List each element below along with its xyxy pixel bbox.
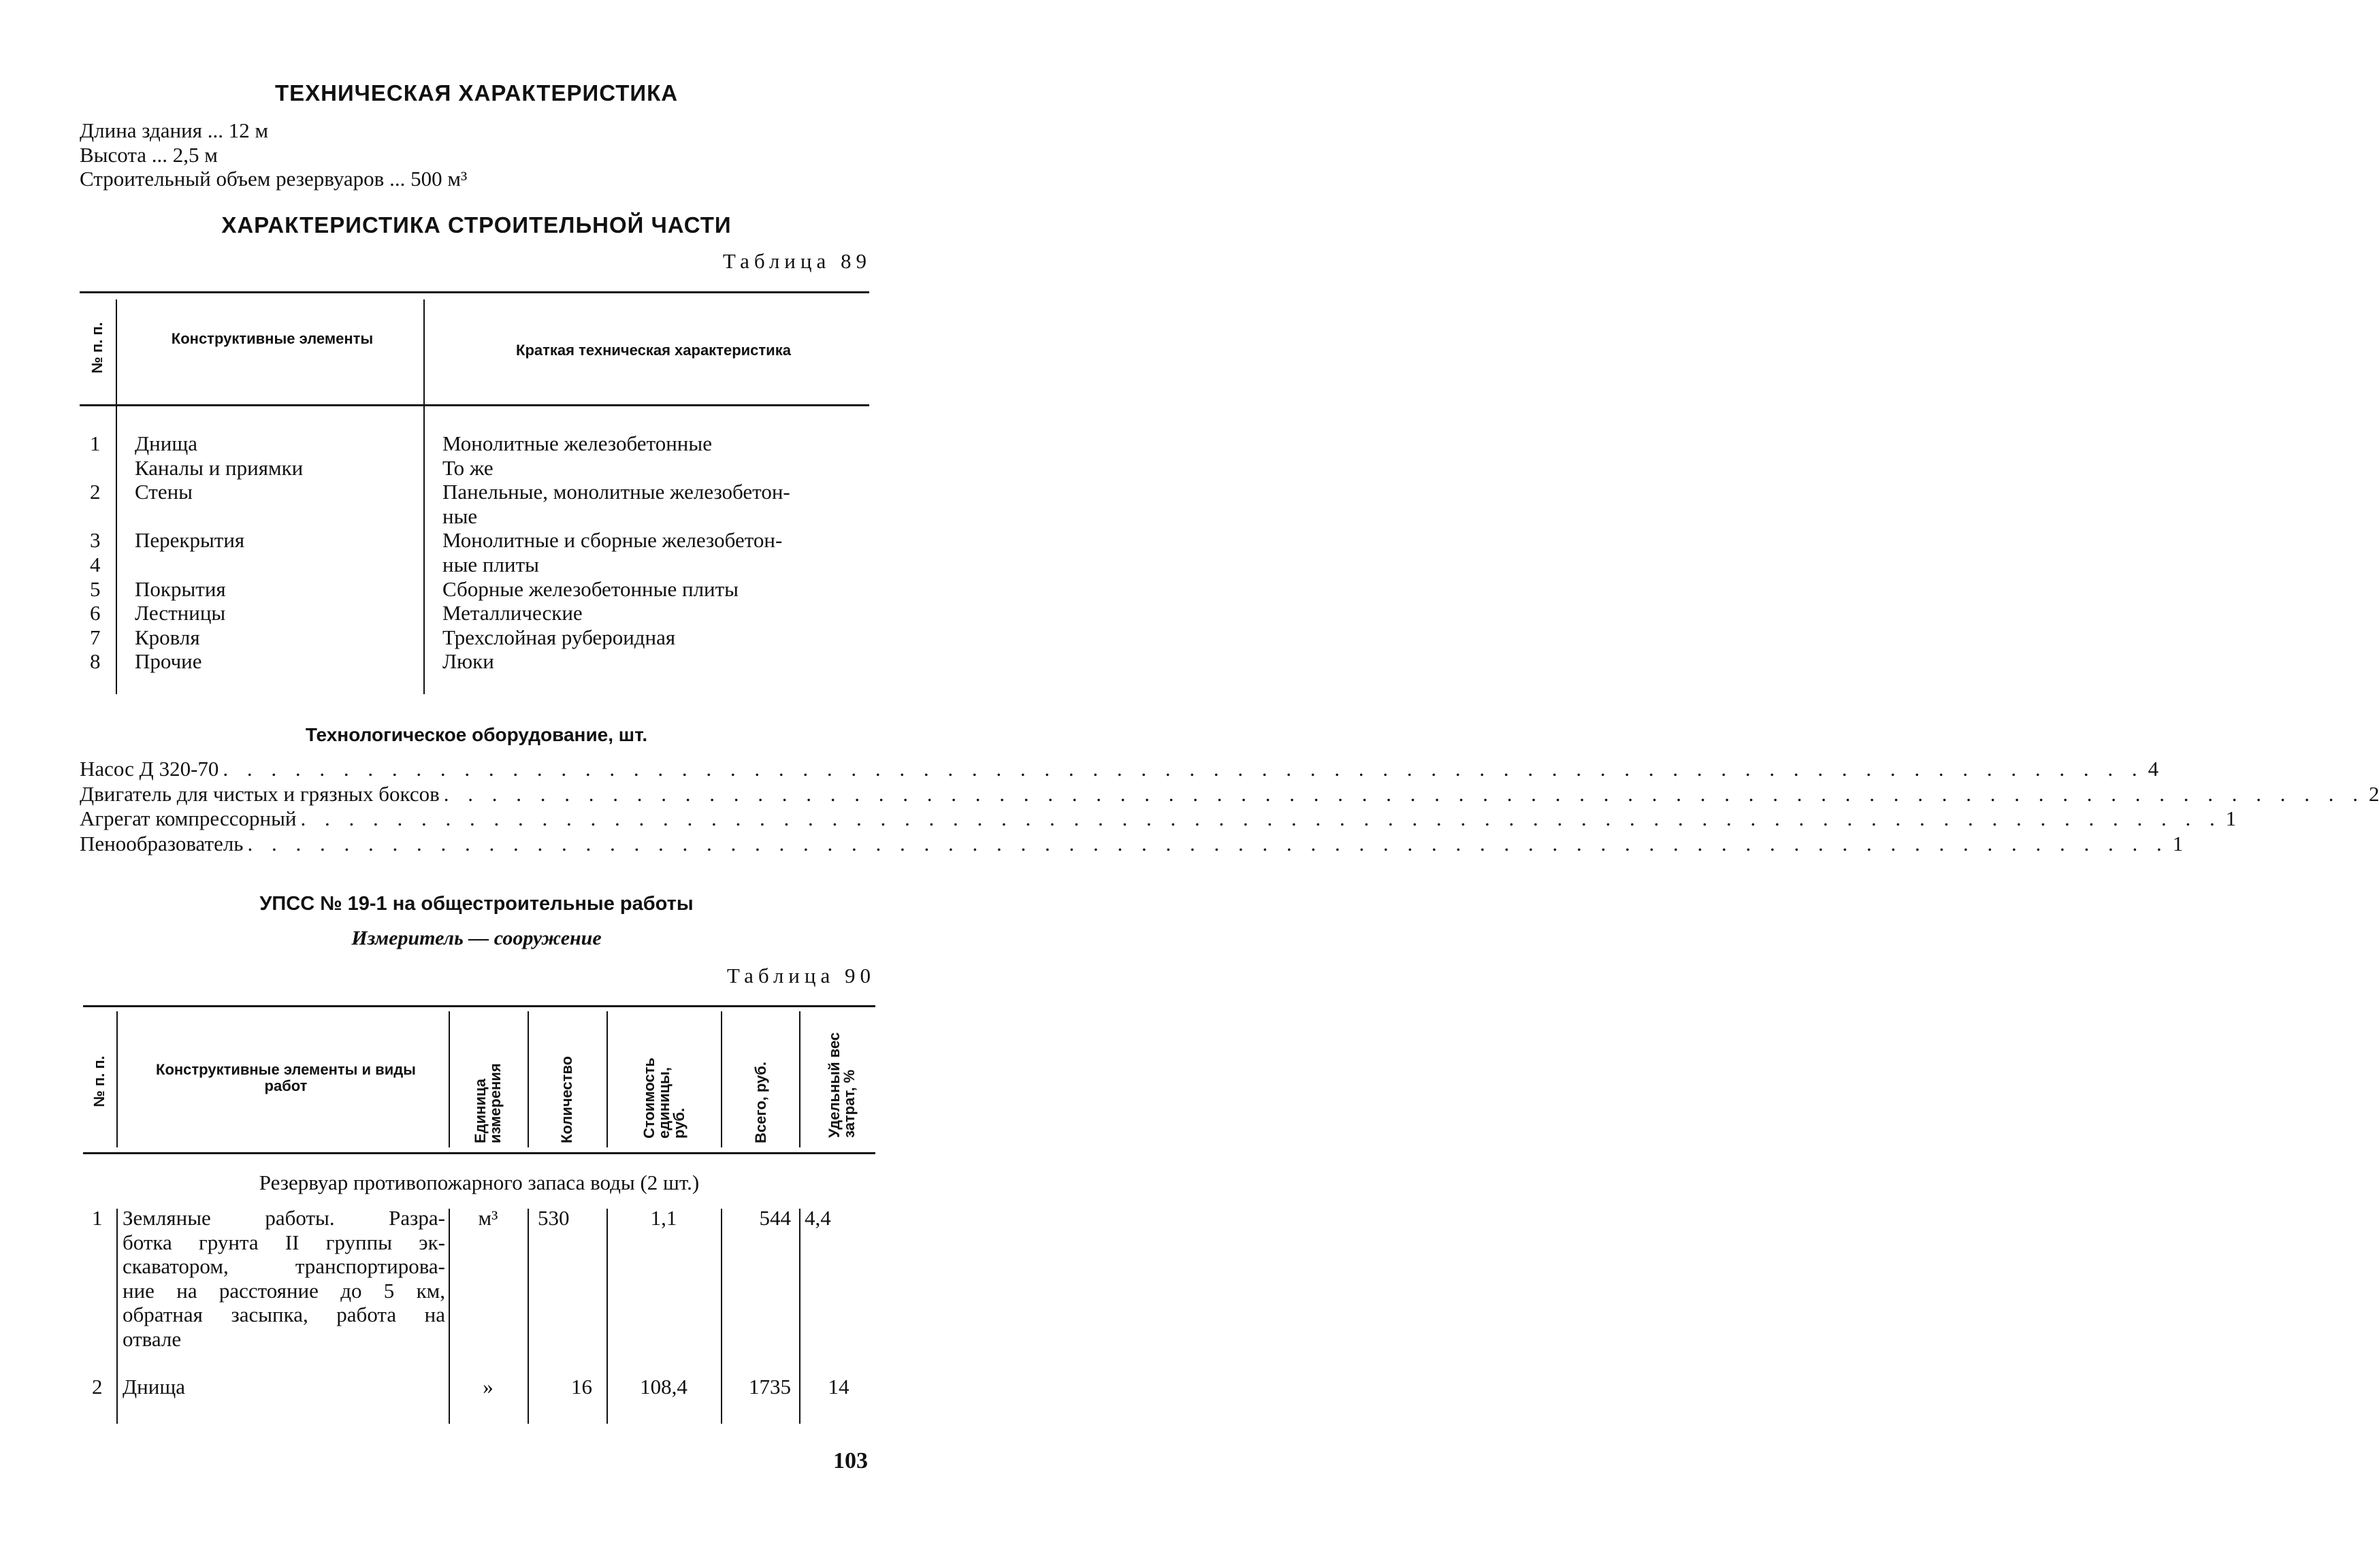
row-unit-cost: 1,1 xyxy=(650,1206,677,1230)
header-num: № п. п. xyxy=(88,322,106,374)
header-qty: Количество xyxy=(558,1056,575,1143)
row-unit: м³ xyxy=(478,1206,498,1230)
row-num: 8 xyxy=(90,649,101,674)
row-total: 1735 xyxy=(749,1375,791,1399)
dot-leader: . . . . . . . . . . . . . . . . . . . . . . . . . . . . . . . . . . . . . . . . . . . . . . . . . . . . . . . . . . . . . . . . . . . . . . . . . . . . . . . . xyxy=(247,831,2169,855)
row-qty: 16 xyxy=(571,1375,592,1399)
row-unit: » xyxy=(483,1375,493,1399)
page-number: 103 xyxy=(833,1448,868,1473)
row-description-line: ние на расстояние до 5 км, xyxy=(123,1278,445,1303)
row-element: Перекрытия xyxy=(135,528,245,553)
header-total: Всего, руб. xyxy=(752,1062,769,1143)
dot-leader: . . . . . . . . . . . . . . . . . . . . . . . . . . . . . . . . . . . . . . . . . . . . . . . . . . . . . . . . . . . . . . . . . . . . . . . . . . . . . . . . xyxy=(223,757,2144,781)
equipment-item xyxy=(80,757,2159,781)
table-90-label: Таблица 90 xyxy=(726,964,875,987)
row-share: 4,4 xyxy=(805,1206,831,1230)
equipment-item xyxy=(80,831,2184,856)
upss-title: УПСС № 19-1 на общестроительные работы xyxy=(259,893,694,915)
row-num: 5 xyxy=(90,576,101,601)
equipment-name: Пенообразователь xyxy=(80,831,244,855)
row-desc: Люки xyxy=(442,649,494,674)
row-desc: Панельные, монолитные железобетон- xyxy=(442,480,790,504)
header-line: Удельный вес xyxy=(826,1032,843,1138)
row-element: Прочие xyxy=(135,649,202,674)
row-element: Днища xyxy=(135,431,197,455)
equipment-qty: 1 xyxy=(2225,806,2237,830)
row-desc: Монолитные и сборные железобетон- xyxy=(442,528,783,553)
row-num: 2 xyxy=(92,1375,103,1399)
equipment-qty: 4 xyxy=(2148,757,2159,781)
dot-leader: . . . . . . . . . . . . . . . . . . . . . . . . . . . . . . . . . . . . . . . . . . . . . . . . . . . . . . . . . . . . . . . . . . . . . . . . . . . . . . . . xyxy=(300,806,2222,830)
header-elements: Конструктивные элементы и виды работ xyxy=(156,1061,416,1094)
table-89-label: Таблица 89 xyxy=(722,249,871,273)
equipment-qty: 2 xyxy=(2368,781,2379,806)
row-unit-cost: 108,4 xyxy=(640,1375,687,1399)
header-line: Стоимость xyxy=(641,1057,658,1139)
header-share xyxy=(827,1015,857,1138)
section-title: Резервуар противопожарного запаса воды (2 шт.) xyxy=(259,1171,700,1194)
equipment-item xyxy=(80,781,2379,806)
row-element: Стены xyxy=(135,480,193,504)
tech-title: ТЕХНИЧЕСКАЯ ХАРАКТЕРИСТИКА xyxy=(274,80,679,105)
row-num: 2 xyxy=(90,480,101,504)
row-desc: ные плиты xyxy=(442,553,539,576)
row-element: Каналы и приямки xyxy=(135,455,304,480)
row-description-line: скаватором, транспортирова- xyxy=(123,1254,445,1279)
upss-subtitle: Измеритель — сооружение xyxy=(351,927,602,949)
header-unit-line: Единица xyxy=(472,1078,489,1143)
row-description-line: ботка грунта II группы эк- xyxy=(123,1230,445,1254)
row-element: Лестницы xyxy=(135,601,226,625)
header-line: руб. xyxy=(670,1107,687,1139)
tech-line: Строительный объем резервуаров ... 500 м³ xyxy=(80,167,468,191)
equipment-name: Агрегат компрессорный xyxy=(80,806,297,830)
equipment-name: Насос Д 320-70 xyxy=(80,757,219,781)
equipment-qty: 1 xyxy=(2172,831,2184,855)
row-total: 544 xyxy=(759,1206,791,1230)
header-unit-line: измерения xyxy=(487,1063,504,1143)
row-qty: 530 xyxy=(538,1206,570,1230)
building-title: ХАРАКТЕРИСТИКА СТРОИТЕЛЬНОЙ ЧАСТИ xyxy=(221,212,732,238)
row-desc: Металлические xyxy=(442,601,583,625)
row-num: 3 xyxy=(90,528,101,553)
row-desc: Трехслойная рубероидная xyxy=(442,625,676,649)
row-description-line: обратная засыпка, работа на xyxy=(123,1303,445,1327)
dot-leader: . . . . . . . . . . . . . . . . . . . . . . . . . . . . . . . . . . . . . . . . . . . . . . . . . . . . . . . . . . . . . . . . . . . . . . . . . . . . . . . . xyxy=(443,781,2365,806)
header-line: единицы, xyxy=(656,1067,673,1139)
equipment-name: Двигатель для чистых и грязных боксов xyxy=(80,781,440,806)
row-num: 7 xyxy=(90,625,101,649)
row-description-line: Днища xyxy=(123,1375,185,1399)
header-desc: Краткая техническая характеристика xyxy=(516,342,791,359)
header-num: № п. п. xyxy=(91,1056,108,1107)
header-unit-cost xyxy=(642,1030,687,1139)
header-line: затрат, % xyxy=(841,1069,858,1138)
row-element: Кровля xyxy=(135,625,200,649)
row-num: 4 xyxy=(90,553,101,576)
row-share: 14 xyxy=(828,1375,849,1399)
row-desc: То же xyxy=(442,455,493,480)
row-desc: Сборные железобетонные плиты xyxy=(442,576,739,601)
equipment-item xyxy=(80,806,2237,831)
row-desc: Монолитные железобетонные xyxy=(442,431,712,455)
row-num: 6 xyxy=(90,601,101,625)
header-elements: Конструктивные элементы xyxy=(171,330,374,347)
header-unit xyxy=(473,1034,503,1143)
row-element: Покрытия xyxy=(135,576,226,601)
row-description-line: отвале xyxy=(123,1327,182,1351)
row-desc: ные xyxy=(442,504,478,528)
tech-line: Высота ... 2,5 м xyxy=(80,143,218,167)
row-description-line: Земляные работы. Разра- xyxy=(123,1206,445,1230)
tech-line: Длина здания ... 12 м xyxy=(80,118,269,142)
row-num: 1 xyxy=(92,1206,103,1230)
row-num: 1 xyxy=(90,431,101,455)
equipment-title: Технологическое оборудование, шт. xyxy=(305,724,648,745)
